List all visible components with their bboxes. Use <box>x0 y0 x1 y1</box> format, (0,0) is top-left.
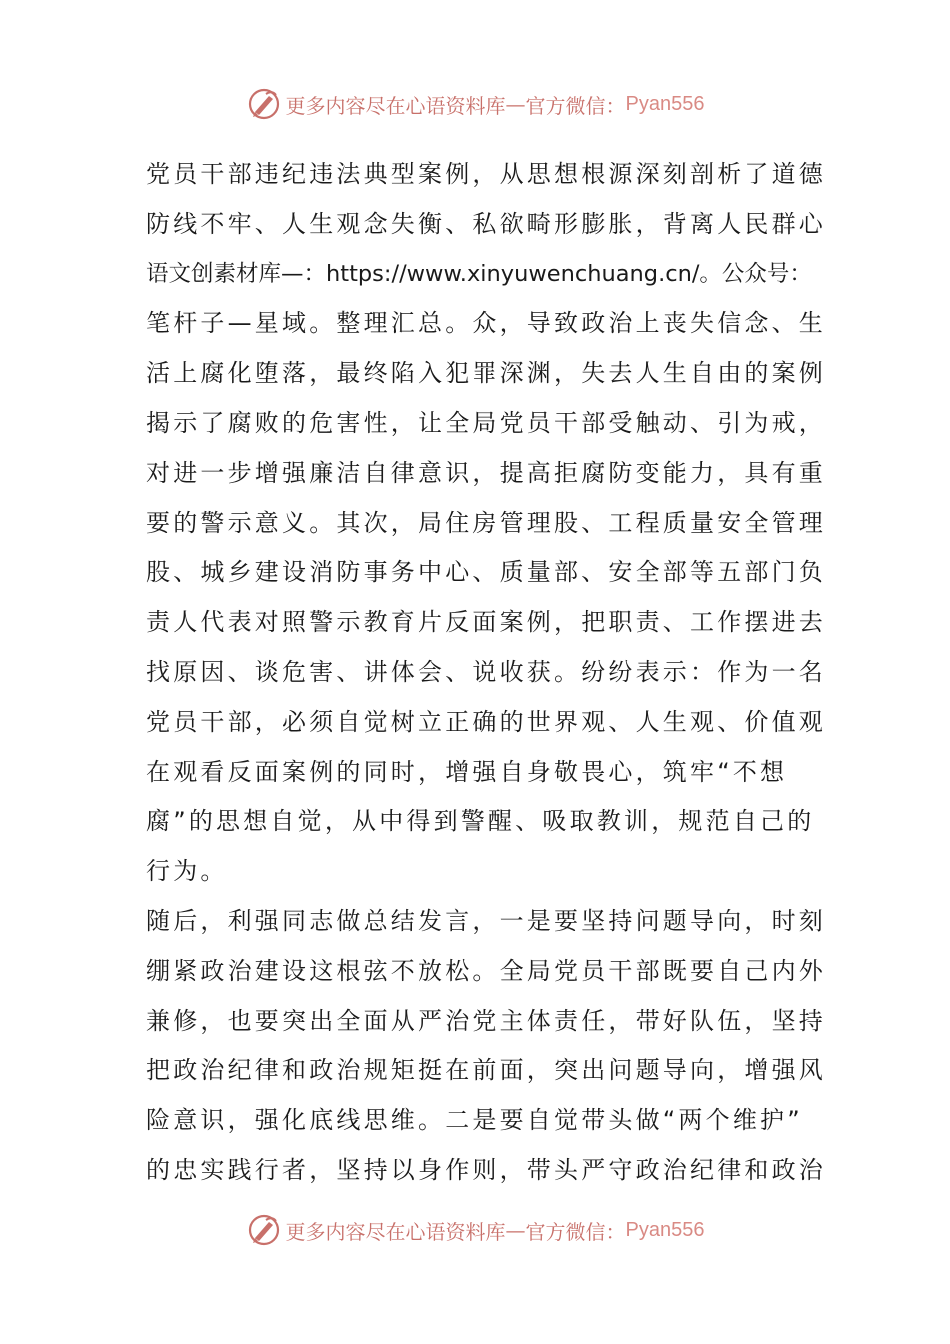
text-line: 腐”的思想自觉，从中得到警醒、吸取教训，规范自己的 <box>146 807 815 836</box>
banner-separator: — <box>505 92 526 116</box>
footer-banner <box>0 1208 950 1252</box>
document-body <box>146 150 826 1196</box>
text-line: 把政治纪律和政治规矩挺在前面，突出问题导向，增强风 <box>146 1056 826 1085</box>
text-line: 党员干部，必须自觉树立正确的世界观、人生观、价值观 <box>146 707 826 736</box>
banner-wechat-id: Pyan556 <box>625 1218 705 1241</box>
text-line: 揭示了腐败的危害性，让全局党员干部受触动、引为戒， <box>146 408 826 437</box>
banner-separator: — <box>505 1218 526 1242</box>
banner-title: 更多内容尽在心语资料库 <box>285 93 506 118</box>
text-line: 的忠实践行者，坚持以身作则，带头严守政治纪律和政治 <box>146 1155 826 1184</box>
text-line: 在观看反面案例的同时，增强自身敬畏心，筑牢“不想 <box>146 757 788 786</box>
banner-wechat-id: Pyan556 <box>625 92 705 115</box>
text-line: 要的警示意义。其次，局住房管理股、工程质量安全管理 <box>146 508 826 537</box>
text-line: 兼修，也要突出全面从严治党主体责任，带好队伍，坚持 <box>146 1006 826 1035</box>
text-line: 防线不牢、人生观念失衡、私欲畸形膨胀，背离人民群心 <box>146 209 826 238</box>
text-line: 找原因、谈危害、讲体会、说收获。纷纷表示：作为一名 <box>146 657 826 686</box>
text-line: 股、城乡建设消防事务中心、质量部、安全部等五部门负 <box>146 558 826 587</box>
text-line-url: 语文创素材库—：https://www.xinyuwenchuang.cn/。公众号： <box>146 260 812 287</box>
pen-logo-icon <box>246 86 282 122</box>
banner-wechat-label: 官方微信： <box>525 1219 626 1244</box>
text-line: 绷紧政治建设这根弦不放松。全局党员干部既要自己内外 <box>146 956 826 985</box>
text-line: 险意识，强化底线思维。二是要自觉带头做“两个维护” <box>146 1106 803 1135</box>
banner-title: 更多内容尽在心语资料库 <box>285 1219 506 1244</box>
header-banner <box>0 82 950 126</box>
text-line: 笔杆子—星域。整理汇总。众，导致政治上丧失信念、生 <box>146 309 826 338</box>
text-line: 党员干部违纪违法典型案例，从思想根源深刻剖析了道德 <box>146 160 826 188</box>
text-line: 行为。 <box>146 857 228 886</box>
text-line: 活上腐化堕落，最终陷入犯罪深渊，失去人生自由的案例 <box>146 359 826 388</box>
text-line: 随后，利强同志做总结发言，一是要坚持问题导向，时刻 <box>146 906 826 935</box>
banner-wechat-label: 官方微信： <box>525 93 626 118</box>
pen-logo-icon <box>246 1212 282 1248</box>
text-line: 责人代表对照警示教育片反面案例，把职责、工作摆进去 <box>146 608 826 637</box>
text-line: 对进一步增强廉洁自律意识，提高拒腐防变能力，具有重 <box>146 458 826 487</box>
